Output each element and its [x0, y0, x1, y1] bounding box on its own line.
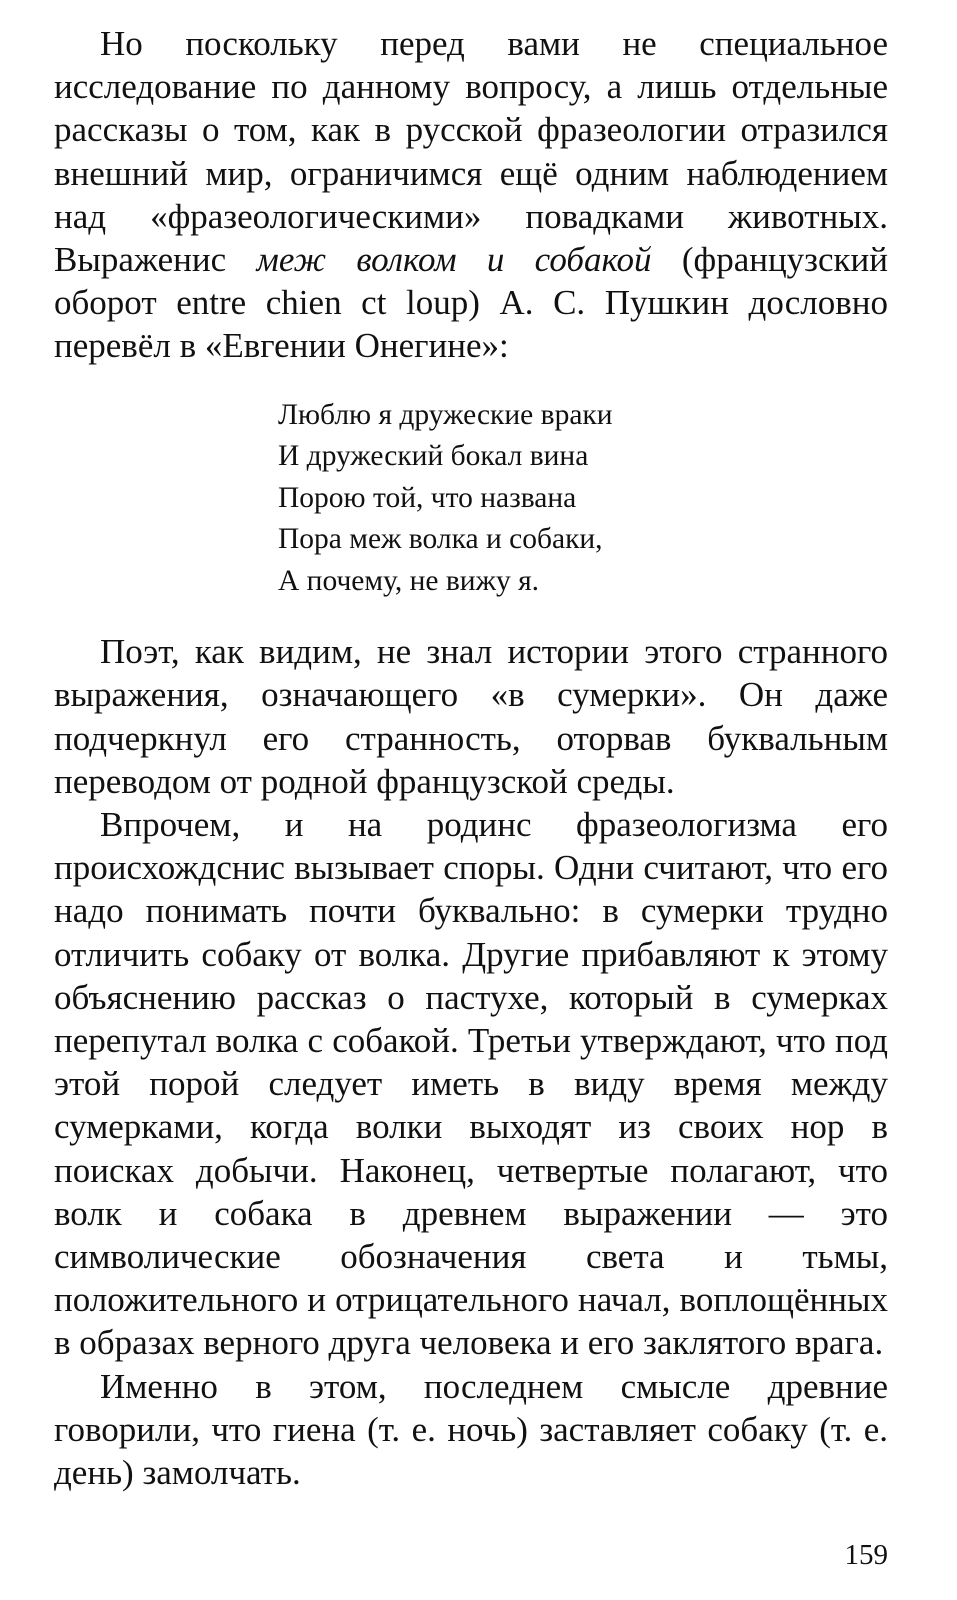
poem-line: А почему, не вижу я. [278, 564, 540, 597]
intro-text: Но поскольку перед вами не специальное исследование по данному вопросу, а лишь отдельные рассказы о том, как в русской фразеологии отразился внешний мир, ограничимся ещё одним наблюдением над «фразеологическими» повадками животных. Выраженис [54, 24, 888, 280]
page-number: 159 [844, 1539, 888, 1571]
poem-line: Пора меж волка и собаки, [278, 523, 603, 556]
body-paragraph: Впрочем, и на родинс фразеологизма его происхождснис вызывает споры. Одни считают, что его надо понимать почти буквально: в сумерки трудно отличить собаку от волка. Другие прибавляют к этому объяснению рассказ о пастухе, который в сумерках перепутал волка с собакой. Третьи утверждают, что под этой порой следует иметь в виду время между сумерками, когда волки выходят из своих нор в поисках добычи. Наконец, четвертые полагают, что волк и собака в древнем выражении — это символические обозначения света и тьмы, положительного и отрицательного начал, воплощённых в образах верного друга человека и его заклятого врага. [54, 804, 888, 1363]
italic-phrase: меж волком и собакой [256, 240, 652, 280]
poem-line: Люблю я дружеские враки [278, 398, 613, 431]
page-body [54, 22, 888, 1494]
poem-quote [278, 395, 888, 603]
intro-paragraph [54, 22, 888, 368]
intro-text-continued: (французский оборот entre chien ct loup) А. С. Пушкин дословно перевёл в «Евгении Онегине»: [54, 240, 889, 366]
poem-line: И дружеский бокал вина [278, 440, 589, 473]
poem-line: Порою той, что названа [278, 481, 577, 514]
body-paragraph: Поэт, как видим, не знал истории этого странного выражения, означающего «в сумерки». Он даже подчеркнул его странность, оторвав буквальным переводом от родной французской среды. [54, 632, 888, 801]
body-paragraph: Именно в этом, последнем смысле древние говорили, что гиена (т. е. ночь) заставляет собаку (т. е. день) замолчать. [54, 1366, 888, 1492]
